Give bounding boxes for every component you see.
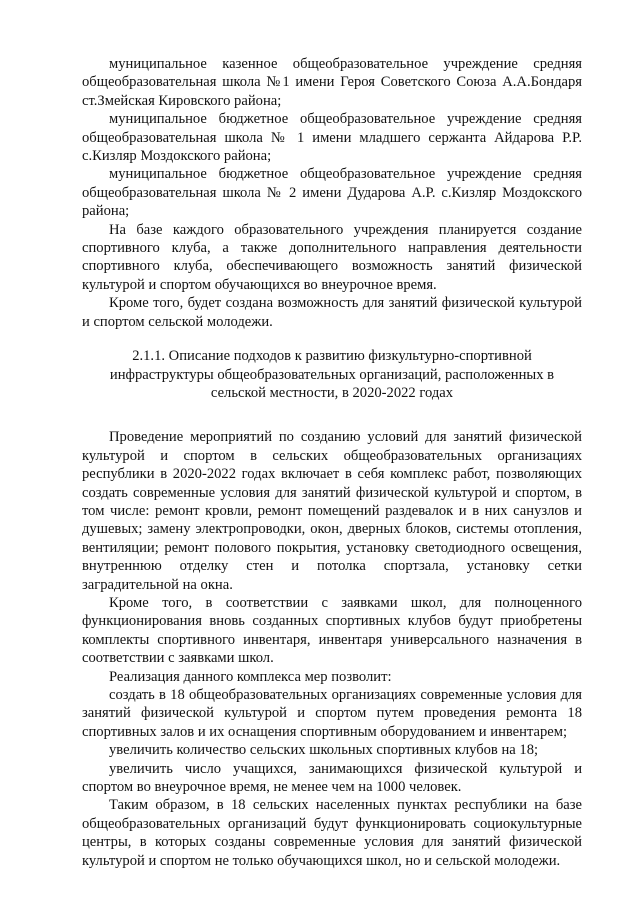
rural-youth-paragraph: Кроме того, будет создана возможность для занятий физической культурой и спортом сельской молодежи.	[82, 295, 582, 330]
section-heading: 2.1.1. Описание подходов к развитию физкультурно-спортивной инфраструктуры общеобразовательных организаций, расположенных в сельской местности, в 2020-2022 годах	[109, 348, 555, 401]
implementation-intro: Реализация данного комплекса мер позволит:	[109, 668, 392, 685]
measures-paragraph: Проведение мероприятий по созданию условий для занятий физической культурой и спортом в сельских общеобразовательных организациях республики в 2020-2022 годах включает в себя комплекс работ, позволяющих создать современные условия для занятий физической культурой и спортом, в том числе: ремонт кровли, ремонт помещений раздевалок и в них санузлов и душевых; замену электропроводки, окон, дверных блоков, системы отопления, вентиляции; ремонт полового покрытия, установку светодиодного освещения, внутреннюю отделку стен и потолка спортзала, установку сетки заградительной на окна.	[82, 429, 582, 593]
equipment-paragraph: Кроме того, в соответствии с заявками школ, для полноценного функционирования вновь созданных спортивных клубов будут приобретены комплекты спортивного инвентаря, инвентаря универсального назначения в соответствии с заявками школ.	[82, 594, 582, 667]
school-item-kizlyar-2: муниципальное бюджетное общеобразовательное учреждение средняя общеобразовательная школа № 2 имени Дударова А.Р. с.Кизляр Моздокского района;	[82, 166, 582, 220]
school-item-zmeyskaya: муниципальное казенное общеобразовательное учреждение средняя общеобразовательная школа №1 имени Героя Советского Союза А.А.Бондаря ст.Змейская Кировского района;	[82, 56, 582, 109]
result-item-clubs: увеличить количество сельских школьных спортивных клубов на 18;	[109, 742, 539, 759]
school-item-kizlyar-1: муниципальное бюджетное общеобразовательное учреждение средняя общеобразовательная школа № 1 имени младшего сержанта Айдарова Р.Р. с.Кизляр Моздокского района;	[82, 111, 582, 165]
sports-club-paragraph: На базе каждого образовательного учреждения планируется создание спортивного клуба, а также дополнительного направления деятельности спортивного клуба, обеспечивающего возможность занятий физической культурой и спортом обучающихся во внеурочное время.	[82, 221, 582, 293]
result-item-students: увеличить число учащихся, занимающихся физической культурой и спортом во внеурочное время, не менее чем на 1000 человек.	[82, 760, 582, 796]
result-item-repair: создать в 18 общеобразовательных организациях современные условия для занятий физической культурой и спортом путем проведения ремонта 18 спортивных залов и их оснащения спортивным оборудованием и инвентарем;	[82, 687, 582, 740]
conclusion-paragraph: Таким образом, в 18 сельских населенных пунктах республики на базе общеобразовательных организаций будут функционировать социокультурные центры, в которых созданы современные условия для занятий физической культурой и спортом не только обучающихся школ, но и сельской молодежи.	[82, 797, 582, 869]
